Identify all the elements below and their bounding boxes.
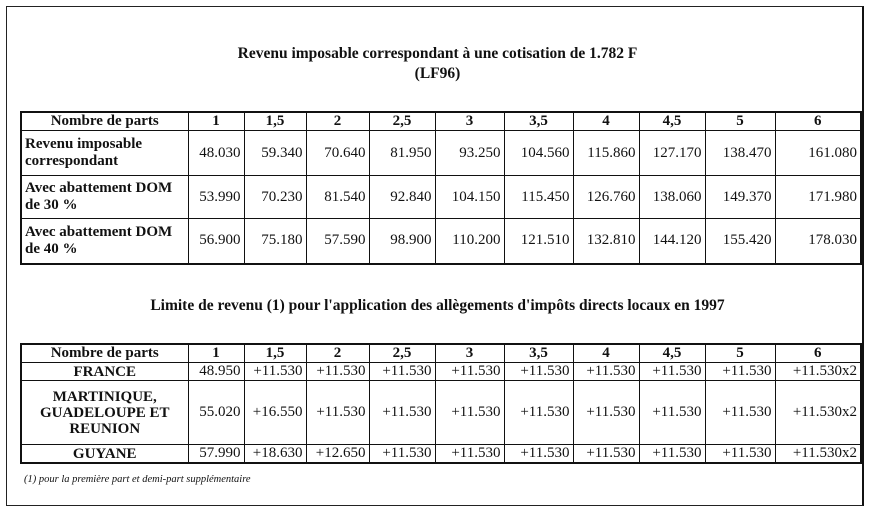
table-row (21, 131, 861, 176)
cell: 70.640 (306, 131, 369, 176)
cell: 171.980 (775, 176, 861, 219)
cell: 161.080 (775, 131, 861, 176)
table1-part: 1,5 (244, 112, 306, 131)
cell: 178.030 (775, 219, 861, 264)
cell: +11.530 (639, 381, 705, 445)
table1-part: 3,5 (504, 112, 573, 131)
table2-title: Limite de revenu (1) pour l'application des allègements d'impôts directs locaux en 1997 (150, 297, 725, 314)
cell: 138.470 (705, 131, 775, 176)
cell: +11.530 (705, 381, 775, 445)
cell: 48.950 (188, 363, 244, 381)
cell: 132.810 (573, 219, 639, 264)
table1-part: 1 (188, 112, 244, 131)
row-label: FRANCE (21, 363, 188, 381)
table1-title (0, 44, 875, 84)
cell: 57.990 (188, 445, 244, 464)
cell: +11.530 (306, 363, 369, 381)
table1-part: 6 (775, 112, 861, 131)
cell: 115.860 (573, 131, 639, 176)
cell: +11.530 (705, 363, 775, 381)
cell: 55.020 (188, 381, 244, 445)
cell: 149.370 (705, 176, 775, 219)
cell: +18.630 (244, 445, 306, 464)
cell: 81.950 (369, 131, 435, 176)
table1-part: 4,5 (639, 112, 705, 131)
cell: +11.530 (504, 445, 573, 464)
table-row (21, 176, 861, 219)
cell: 70.230 (244, 176, 306, 219)
cell: 75.180 (244, 219, 306, 264)
cell: 104.560 (504, 131, 573, 176)
cell: +11.530x2 (775, 363, 861, 381)
table1-part: 3 (435, 112, 504, 131)
table2-part: 1,5 (244, 344, 306, 363)
taxable-income-table (20, 111, 862, 265)
row-label: GUYANE (21, 445, 188, 464)
cell: +11.530 (369, 363, 435, 381)
cell: +11.530 (504, 363, 573, 381)
cell: +11.530 (705, 445, 775, 464)
cell: +12.650 (306, 445, 369, 464)
cell: +11.530 (435, 381, 504, 445)
cell: +16.550 (244, 381, 306, 445)
cell: 115.450 (504, 176, 573, 219)
table1-part: 4 (573, 112, 639, 131)
row-label: Revenu imposable correspondant (21, 131, 188, 176)
cell: +11.530 (369, 445, 435, 464)
cell: 59.340 (244, 131, 306, 176)
cell: 155.420 (705, 219, 775, 264)
cell: 144.120 (639, 219, 705, 264)
table2-part: 4 (573, 344, 639, 363)
table1-part: 5 (705, 112, 775, 131)
table1-part: 2 (306, 112, 369, 131)
row-label: MARTINIQUE, GUADELOUPE ET REUNION (21, 381, 188, 445)
table2-header-row (21, 344, 861, 363)
table-row (21, 445, 861, 464)
table-row (21, 219, 861, 264)
table2-header-label: Nombre de parts (21, 344, 188, 363)
table2-part: 3,5 (504, 344, 573, 363)
table1-title-line1: Revenu imposable correspondant à une cotisation de 1.782 F (237, 45, 638, 62)
row-label: Avec abattement DOM de 30 % (21, 176, 188, 219)
table1-part: 2,5 (369, 112, 435, 131)
cell: 56.900 (188, 219, 244, 264)
footnote: (1) pour la première part et demi-part supplémentaire (24, 474, 251, 485)
table-row (21, 363, 861, 381)
cell: 93.250 (435, 131, 504, 176)
cell: +11.530 (244, 363, 306, 381)
row-label: Avec abattement DOM de 40 % (21, 219, 188, 264)
cell: +11.530 (504, 381, 573, 445)
cell: 57.590 (306, 219, 369, 264)
cell: +11.530 (435, 445, 504, 464)
cell: +11.530 (369, 381, 435, 445)
cell: +11.530 (573, 381, 639, 445)
table2-part: 1 (188, 344, 244, 363)
table1-title-line2: (LF96) (414, 65, 461, 82)
cell: +11.530x2 (775, 381, 861, 445)
table1-header-row (21, 112, 861, 131)
cell: 121.510 (504, 219, 573, 264)
table2-part: 3 (435, 344, 504, 363)
table2-part: 4,5 (639, 344, 705, 363)
cell: 98.900 (369, 219, 435, 264)
table2-part: 2,5 (369, 344, 435, 363)
cell: 81.540 (306, 176, 369, 219)
table2-part: 6 (775, 344, 861, 363)
cell: +11.530 (639, 445, 705, 464)
table-row (21, 381, 861, 445)
cell: 126.760 (573, 176, 639, 219)
cell: +11.530 (306, 381, 369, 445)
cell: 138.060 (639, 176, 705, 219)
cell: +11.530 (573, 445, 639, 464)
cell: 104.150 (435, 176, 504, 219)
income-limit-table (20, 343, 862, 464)
cell: +11.530 (639, 363, 705, 381)
table2-part: 5 (705, 344, 775, 363)
cell: +11.530 (573, 363, 639, 381)
cell: 127.170 (639, 131, 705, 176)
cell: +11.530 (435, 363, 504, 381)
cell: 53.990 (188, 176, 244, 219)
cell: +11.530x2 (775, 445, 861, 464)
cell: 48.030 (188, 131, 244, 176)
table1-header-label: Nombre de parts (21, 112, 188, 131)
table2-part: 2 (306, 344, 369, 363)
cell: 92.840 (369, 176, 435, 219)
cell: 110.200 (435, 219, 504, 264)
